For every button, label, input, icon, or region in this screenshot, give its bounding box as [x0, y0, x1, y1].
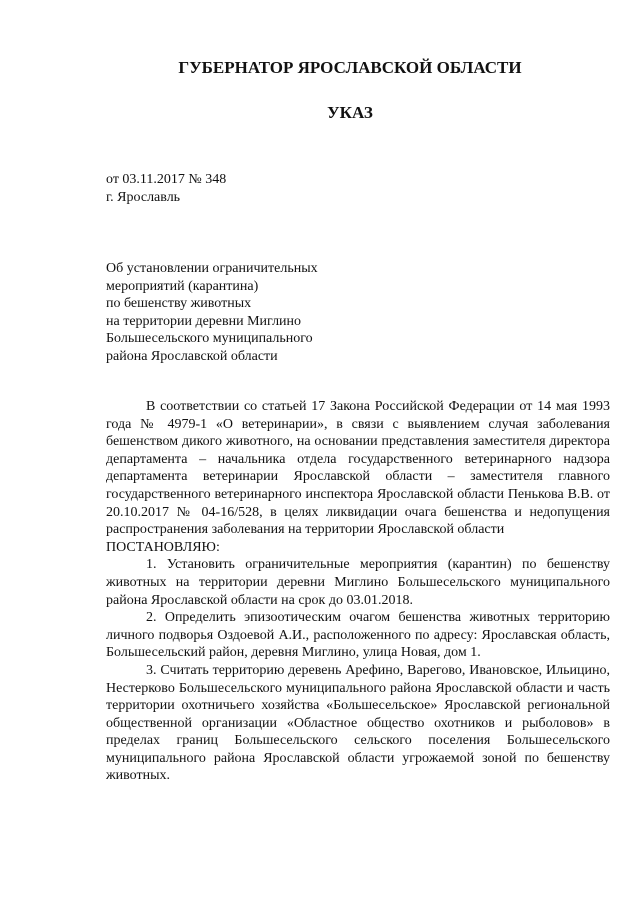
title-line: района Ярославской области: [106, 348, 278, 364]
title-line: Об установлении ограничительных: [106, 261, 318, 276]
document-title: [106, 260, 318, 365]
title-line: на территории деревни Миглино: [106, 313, 302, 329]
city: г. Ярославль: [106, 189, 181, 205]
date-number: от 03.11.2017 № 348: [106, 172, 227, 187]
document-body: [106, 398, 610, 785]
clause-1: 1. Установить ограничительные мероприятия (карантин) по бешенству животных на территории деревни Миглино Большесельского муниципального района Ярославской области на срок до 03.01.2018.: [106, 557, 610, 608]
clause-2: 2. Определить эпизоотическим очагом бешенства животных территорию личного подворья Оздоевой А.И., расположенного по адресу: Ярославская область, Большесельский район, деревня Миглино, улица Новая, дом 1.: [106, 610, 610, 661]
title-line: Большесельского муниципального: [106, 331, 313, 346]
preamble-paragraph: В соответствии со статьей 17 Закона Российской Федерации от 14 мая 1993 года № 4979-1 «О ветеринарии», в связи с выявлением случая заболевания бешенством дикого животного, на основании представления заместителя директора департамента – начальника отдела государственного ветеринарного надзора департамента ветеринарии Ярославской области – заместителя главного государственного ветеринарного инспектора Ярославской области Пенькова В.В. от 20.10.2017 № 04-16/528, в целях ликвидации очага бешенства и недопущения распространения заболевания на территории Ярославской области: [106, 399, 610, 538]
authority-heading: ГУБЕРНАТОР ЯРОСЛАВСКОЙ ОБЛАСТИ: [178, 58, 522, 77]
clause-3: 3. Считать территорию деревень Арефино, Варегово, Ивановское, Ильицино, Нестерково Большесельского муниципального района Ярославской области и часть территории охотничьего хозяйства «Большесельское» Ярославской региональной общественной организации «Областное общество охотников и рыболовов» в пределах границ Большесельского сельского поселения Большесельского муниципального района Ярославской области угрожаемой зоной по бешенству животных.: [106, 662, 610, 784]
resolve-word: ПОСТАНОВЛЯЮ:: [106, 539, 220, 555]
title-line: по бешенству животных: [106, 296, 252, 311]
title-line: мероприятий (карантина): [106, 278, 259, 294]
document-type-heading: УКАЗ: [327, 103, 373, 122]
document-meta: [106, 171, 226, 206]
